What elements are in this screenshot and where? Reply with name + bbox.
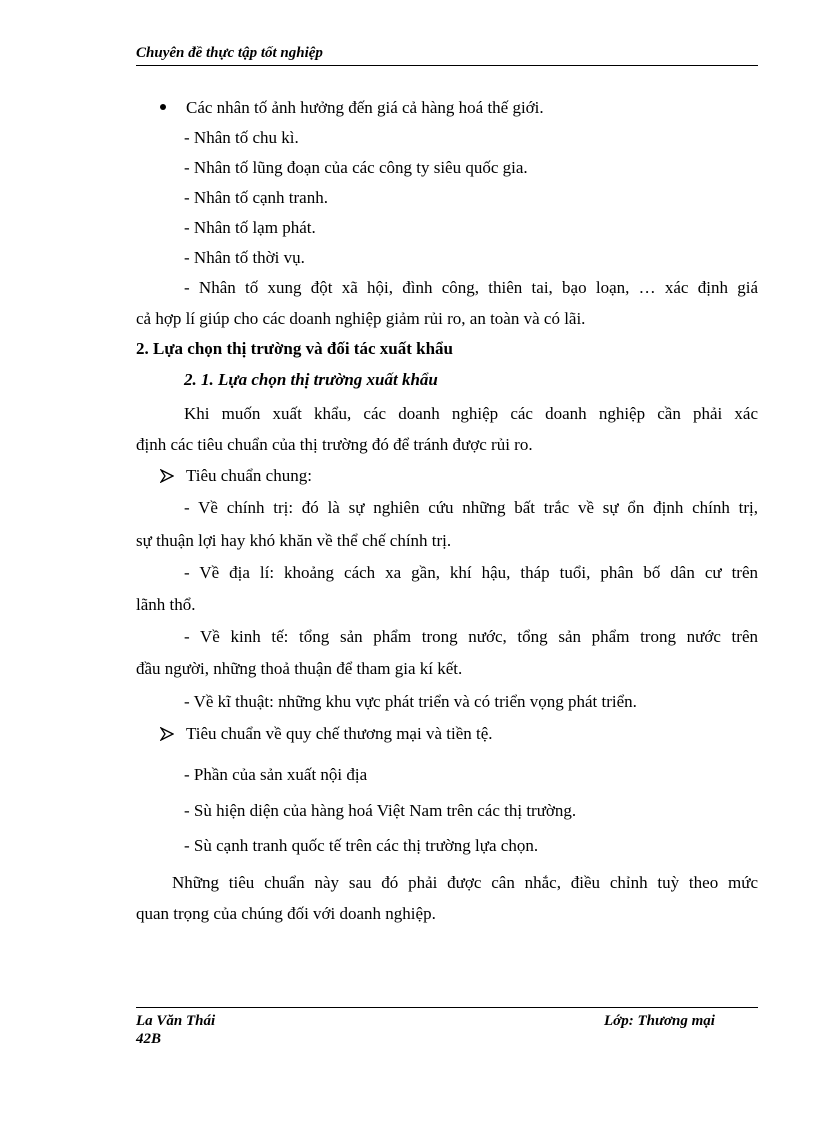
economy-line-2: đầu người, những thoả thuận để tham gia kí kết. [136,659,463,678]
general-criteria-heading: Tiêu chuẩn chung: [186,466,312,485]
bullet-icon [160,104,166,110]
trade-item: - Sù hiện diện của hàng hoá Việt Nam trên các thị trường. [184,801,577,820]
factor-item: - Nhân tố lạm phát. [184,218,316,237]
footer-rule [136,1007,758,1008]
intro-line-2: định các tiêu chuẩn của thị trường đó để tránh được rủi ro. [136,435,533,454]
geography-line-2: lãnh thổ. [136,595,196,614]
factor-item: - Nhân tố lũng đoạn của các công ty siêu quốc gia. [184,158,528,177]
arrow-bullet-icon [160,469,174,483]
bullet-heading: Các nhân tố ảnh hưởng đến giá cả hàng hoá thế giới. [186,98,544,117]
geography-line-1: - Về địa lí: khoảng cách xa gần, khí hậu, tháp tuổi, phân bố dân cư trên [184,563,758,582]
closing-line-2: quan trọng của chúng đối với doanh nghiệp. [136,904,436,923]
politics-line-1: - Về chính trị: đó là sự nghiên cứu những bất trắc về sự ổn định chính trị, [184,498,758,517]
conflict-line-1: - Nhân tố xung đột xã hội, đình công, thiên tai, bạo loạn, … xác định giá [184,278,758,297]
trade-item: - Sù cạnh tranh quốc tế trên các thị trường lựa chọn. [184,836,539,855]
technology-line: - Về kĩ thuật: những khu vực phát triển và có triển vọng phát triển. [184,692,637,711]
economy-line-1: - Về kinh tế: tổng sản phẩm trong nước, tổng sản phẩm trong nước trên [184,627,758,646]
trade-criteria-heading: Tiêu chuẩn về quy chế thương mại và tiền tệ. [186,724,493,743]
class-code: 42B [136,1031,162,1047]
section-heading: 2. Lựa chọn thị trường và đối tác xuất khẩu [136,339,453,358]
arrow-bullet-icon [160,727,174,741]
closing-line-1: Những tiêu chuẩn này sau đó phải được cân nhắc, điều chỉnh tuỳ theo mức [172,873,758,892]
class-label: Lớp: Thương mại [604,1013,715,1029]
factor-item: - Nhân tố chu kì. [184,128,299,147]
conflict-line-2: cả hợp lí giúp cho các doanh nghiệp giảm rủi ro, an toàn và có lãi. [136,309,586,328]
factor-item: - Nhân tố thời vụ. [184,248,305,267]
header-rule [136,65,758,66]
document-title: Chuyên đề thực tập tốt nghiệp [136,45,323,61]
trade-item: - Phần của sản xuất nội địa [184,765,368,784]
subsection-heading: 2. 1. Lựa chọn thị trường xuất khẩu [184,370,438,389]
factor-item: - Nhân tố cạnh tranh. [184,188,328,207]
author-name: La Văn Thái [136,1013,216,1029]
intro-line-1: Khi muốn xuất khẩu, các doanh nghiệp các doanh nghiệp cần phải xác [184,404,758,423]
politics-line-2: sự thuận lợi hay khó khăn về thể chế chính trị. [136,531,452,550]
